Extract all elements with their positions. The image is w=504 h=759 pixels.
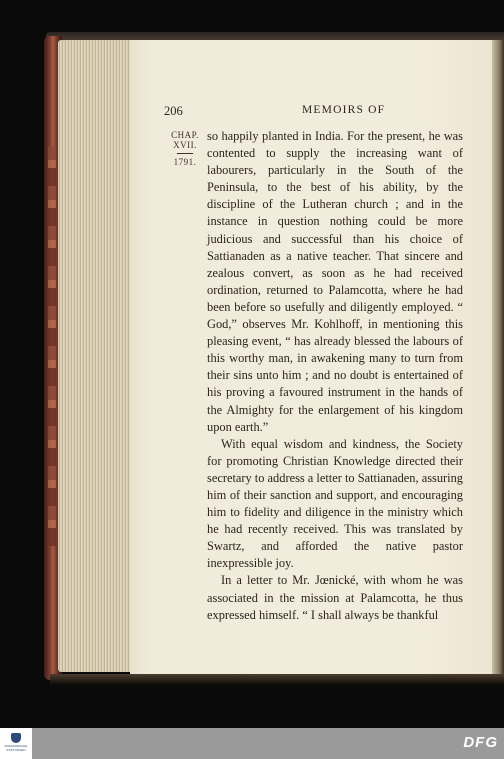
paragraph-2: With equal wisdom and kindness, the Society for promoting Christian Knowledge directed their secretary to address a letter to Sattianaden, assuring him of their sanction and support, and encouraging him to fidelity and diligence in the ministry which he had recently received. This was translated by Swartz, and afforded the native pastor inexpressible joy. [207,436,463,571]
page-number: 206 [164,104,183,118]
viewer-footer-bar [0,728,504,759]
margin-rule [177,153,193,154]
margin-chapter-label: CHAP. [171,130,199,140]
page-right-edge [492,40,504,676]
francke-emblem-icon [11,733,21,743]
francke-logo[interactable] [0,728,32,759]
running-head: MEMOIRS OF [302,104,386,116]
margin-note [166,130,204,167]
francke-logo-text: FRANCKESCHE STIFTUNGEN [4,744,28,752]
margin-chapter-number: XVII. [173,140,197,150]
book-bottom-edge [50,674,504,684]
dfg-logo[interactable]: DFG [463,734,498,751]
page-edges [58,40,132,672]
paragraph-3: In a letter to Mr. Jœnické, with whom he was associated in the mission at Palamcotta, he thus expressed himself. “ I shall always be thankful [207,573,463,622]
paragraph-1: so happily planted in India. For the present, he was contented to supply the increasing want of labourers, particularly in the South of the Peninsula, to the best of his ability, by the discipline of the Lutheran church ; and in the instance in question nothing could be more judicious and successful than his choice of Sattianaden as a native teacher. That sincere and zealous convert, as soon as he had received ordination, returned to Palamcotta, where he had been before so usefully and diligently employed. “ God,” observes Mr. Kohlhoff, in mentioning this pleasing event, “ has already blessed the labours of this worthy man, in awakening many to turn from their sins unto him ; and no doubt is entertained of his proving a favoured instrument in the hands of the Almighty for the enlargement of his kingdom upon earth.” [207,129,463,434]
margin-year: 1791. [173,157,197,167]
body-text [207,128,463,624]
